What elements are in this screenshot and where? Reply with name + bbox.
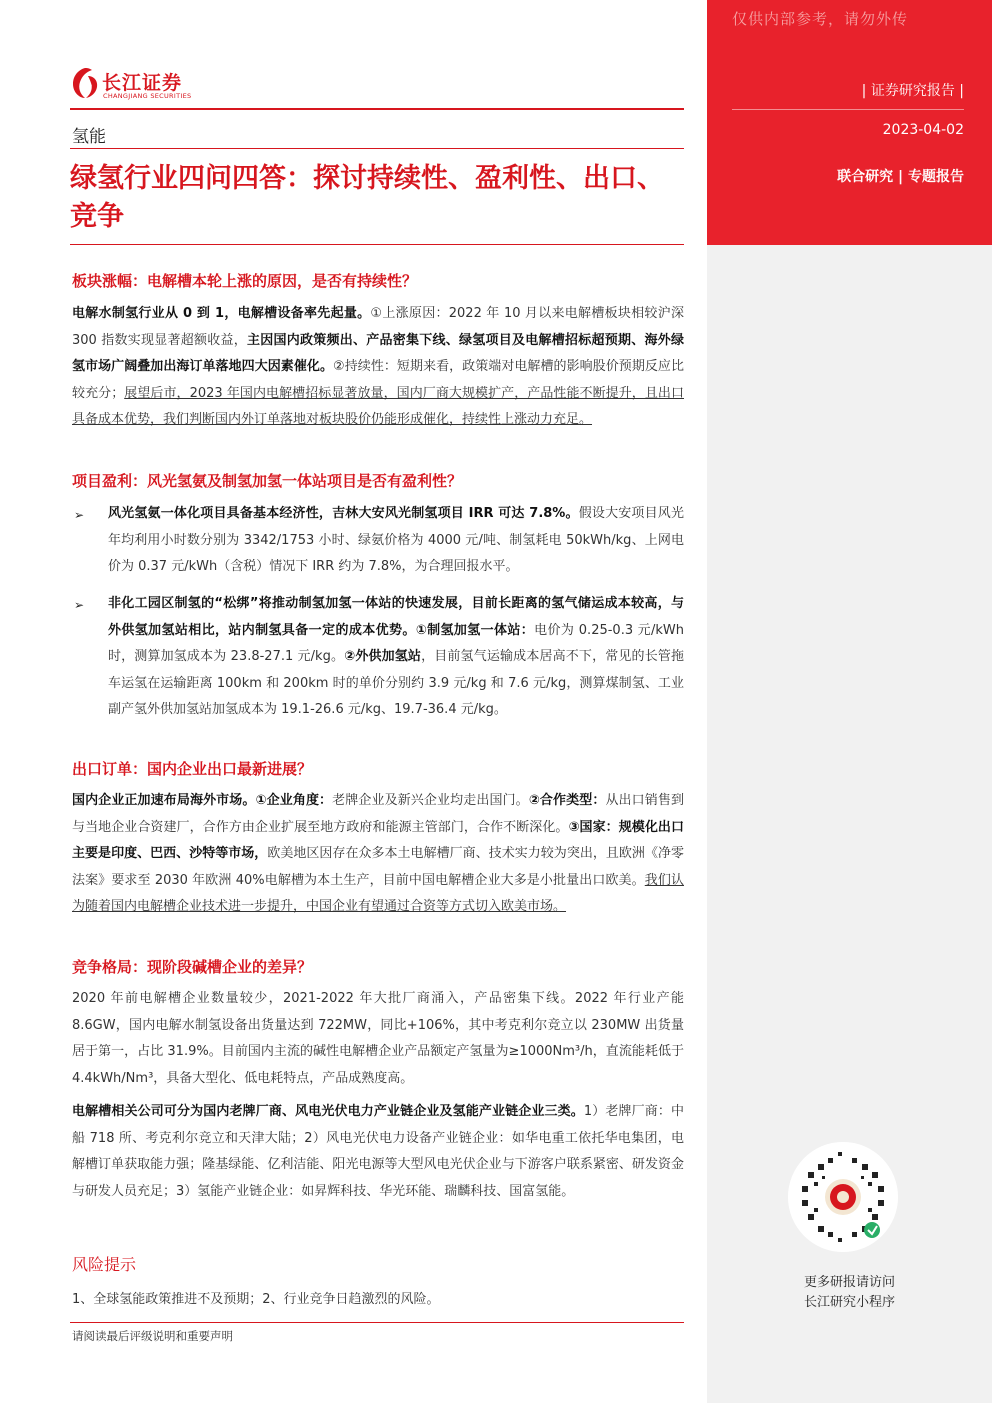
section-heading-risk: 风险提示: [72, 1255, 137, 1274]
text-bold: 非化工园区制氢的“松绑”将推动制氢加氢一体站的快速发展，目前长距离的氢气储运成本较高，与外供氢加氢站相比，站内制氢具备一定的成本优势。①制氢加氢一体站：: [108, 596, 684, 638]
section-heading-momentum: 板块涨幅：电解槽本轮上涨的原因，是否有持续性？: [72, 272, 418, 290]
text: 从出口销售到与当地企业合资建厂，合作方由企业扩展至地方政府和能源主管部门，合作不断深化。: [72, 793, 684, 835]
text: 老牌企业及新兴企业均走出国门。: [332, 793, 529, 808]
text-underlined: 我们认为随着国内电解槽企业技术进一步提升，中国企业有望通过合资等方式切入欧美市场。: [72, 872, 684, 914]
bullet-arrow-icon: ➢: [74, 598, 85, 612]
report-type-label: | 证券研究报告 |: [861, 83, 964, 99]
footer-divider: [70, 1322, 684, 1323]
company-logo: [70, 66, 210, 106]
category-label: 氢能: [72, 127, 106, 147]
title-divider: [70, 244, 684, 245]
text-bold: 电解槽相关公司可分为国内老牌厂商、风电光伏电力产业链企业及氢能产业链企业三类。: [72, 1104, 584, 1119]
section-paragraph-momentum: [72, 301, 684, 434]
text-bold: 电解水制氢行业从 0 到 1，电解槽设备率先起量。: [72, 306, 371, 321]
report-date: 2023-04-02: [882, 122, 964, 138]
logo-text: 长江证券: [102, 72, 183, 94]
watermark: 仅供内部参考，请勿外传: [732, 10, 909, 28]
bullet-paragraph-hydrogen-station: [108, 591, 684, 724]
logo-icon: [70, 66, 100, 100]
text-bold: 国内企业正加速布局海外市场。①企业角度：: [72, 793, 333, 808]
text: ①上涨原因：2022 年 10 月以来电解槽板块相较沪深 300 指数实现显著超额收益，: [72, 306, 684, 348]
section-heading-export: 出口订单：国内企业出口最新进展？: [72, 760, 313, 778]
bullet-paragraph-wind-solar: [108, 501, 684, 581]
report-kind-label: 联合研究 | 专题报告: [837, 169, 964, 185]
text: 电价为 0.25-0.3 元/kWh 时，测算加氢成本为 23.8-27.1 元/kg。: [108, 622, 684, 664]
text: ②持续性：短期来看，政策端对电解槽的影响股价预期反应比较充分；: [72, 359, 684, 401]
text: 1）老牌厂商：中船 718 所、考克利尔竞立和天津大陆；2）风电光伏电力设备产业链企业：如华电重工依托华电集团，电解槽订单获取能力强；隆基绿能、亿利洁能、阳光电源等大型风电光伏企业与下游客户联系紧密、研发资金与研发人员充足；3）氢能产业链企业：如昇辉科技、华光环能、瑞麟科技、国富氢能。: [72, 1104, 684, 1199]
logo-subtext: CHANGJIANG SECURITIES: [103, 92, 192, 100]
bullet-arrow-icon: ➢: [74, 508, 85, 522]
category-divider: [70, 148, 684, 149]
qr-caption-line: 长江研究小程序: [803, 1295, 895, 1310]
text-bold: ③国家：规模化出口主要是印度、巴西、沙特等市场，: [72, 819, 684, 861]
section-heading-competition: 竞争格局：现阶段碱槽企业的差异？: [72, 958, 313, 976]
section-paragraph-competition: 2020 年前电解槽企业数量较少，2021-2022 年大批厂商涌入，产品密集下线。2022 年行业产能 8.6GW，国内电解水制氢设备出货量达到 722MW，同比+106%，其中考克利尔竞立以 230MW 出货量居于第一，占比 31.9%。目前国内主流的碱性电解槽企业产品额定产氢量为≥1000Nm³/h，直流能耗低于 4.4kWh/Nm³，具备大型化、低电耗特点，产品成熟度高。: [72, 991, 684, 1086]
text-bold: 主因国内政策频出、产品密集下线、绿氢项目及电解槽招标超预期、海外绿氢市场广阔叠加出海订单落地四大因素催化。: [72, 332, 684, 374]
text: ，目前氢气运输成本居高不下，常见的长管拖车运氢在运输距离 100km 和 200km 时的单价分别约 3.9 元/kg 和 7.6 元/kg，测算煤制氢、工业副产氢外供加氢站加氢成本为 19.1-26.6 元/kg、19.7-36.4 元/kg。: [108, 649, 684, 717]
text-underlined: 展望后市，2023 年国内电解槽招标显著放量，国内厂商大规模扩产，产品性能不断提升，且出口具备成本优势，我们判断国内外订单落地对板块股价仍能形成催化，持续性上涨动力充足。: [72, 385, 684, 427]
header-divider: [70, 108, 684, 110]
footer-disclaimer: 请阅读最后评级说明和重要声明: [72, 1329, 233, 1343]
page-title: 绿氢行业四问四答：探讨持续性、盈利性、出口、竞争: [70, 163, 664, 232]
section-heading-profitability: 项目盈利：风光氢氨及制氢加氢一体站项目是否有盈利性？: [72, 472, 463, 490]
text-bold: ②合作类型：: [528, 793, 606, 808]
text: 假设大安项目风光年均利用小时数分别为 3342/1753 小时、绿氨价格为 4000 元/吨、制氢耗电 50kWh/kg、上网电价为 0.37 元/kWh（含税）情况下 IRR 约为 7.8%，为合理回报水平。: [108, 506, 684, 574]
sidebar-divider: [732, 109, 964, 110]
risk-text: 1、全球氢能政策推进不及预期；2、行业竞争日趋激烈的风险。: [72, 1292, 440, 1307]
section-paragraph-companies: [72, 1099, 684, 1205]
qr-caption-line: 更多研报请访问: [803, 1275, 895, 1290]
qr-code-icon[interactable]: [788, 1142, 898, 1252]
text-bold: ②外供加氢站: [344, 649, 422, 664]
qr-caption: [707, 1273, 992, 1313]
section-paragraph-export: [72, 788, 684, 921]
qr-code-graphic: [788, 1142, 898, 1252]
text-bold: 风光氢氨一体化项目具备基本经济性，吉林大安风光制氢项目 IRR 可达 7.8%。: [108, 506, 579, 521]
text: 欧美地区因存在众多本土电解槽厂商、技术实力较为突出，且欧洲《净零法案》要求至 2030 年欧洲 40%电解槽为本土生产，目前中国电解槽企业大多是小批量出口欧美。: [72, 846, 684, 888]
